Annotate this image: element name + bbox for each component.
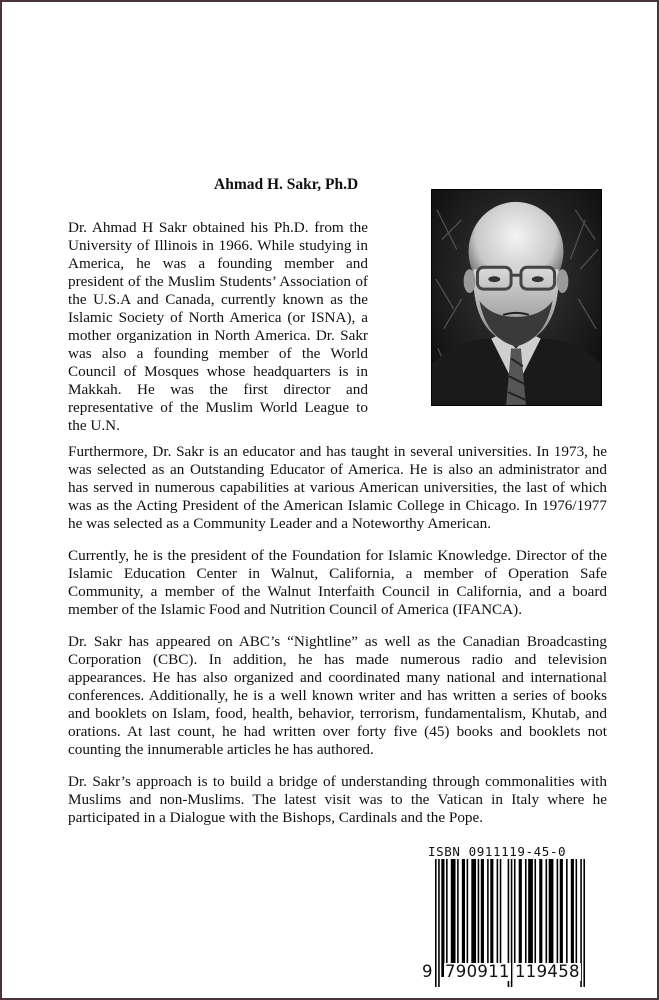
bio-paragraph-approach: Dr. Sakr’s approach is to build a bridge of understanding through commonalities with Muslims and non-Muslims. The latest visit was to the Vatican in Italy where he participated in a Dialogue with the Bishops, Cardinals and the Pope. [68,773,607,826]
isbn-label: ISBN 0911119-45-0 [428,844,567,859]
ean-left-digits: 790911 [445,962,510,981]
portrait-image-icon [432,190,601,405]
ean-right-digits: 119458 [515,962,580,981]
ean-first-digit: 9 [422,962,433,981]
bio-paragraph-media-writing: Dr. Sakr has appeared on ABC’s “Nightline” as well as the Canadian Broadcasting Corporation (CBC). In addition, he has made numerous radio and television appearances. He has also organized and coordinated many national and international conferences. Additionally, he is a well known writer and has written a series of books and booklets on Islam, food, health, behavior, terrorism, fundamentalism, Khutab, and orations. At last count, he had written over forty five (45) books and booklets not counting the innumerable articles he has authored. [68,633,607,758]
author-photo [431,189,602,406]
bio-paragraph-current-roles: Currently, he is the president of the Foundation for Islamic Knowledge. Director of the Islamic Education Center in Walnut, California, a member of Operation Safe Community, a member of the Walnut Interfaith Council in California, and a board member of the Islamic Food and Nutrition Council of America (IFANCA). [68,547,607,618]
bio-paragraph-educator: Furthermore, Dr. Sakr is an educator and has taught in several universities. In 1973, he was selected as an Outstanding Educator of America. He is also an administrator and has served in numerous capabilities at various American universities, the last of which was as the Acting President of the American Islamic College in Chicago. In 1976/1977 he was selected as a Community Leader and a Noteworthy American. [68,443,607,532]
bio-paragraph-education: Dr. Ahmad H Sakr obtained his Ph.D. from the University of Illinois in 1966. While studying in America, he was a founding member and president of the Muslim Students’ Association of the U.S.A and Canada, currently known as the Islamic Society of North America (or ISNA), a mother organization in North America. Dr. Sakr was also a founding member of the World Council of Mosques whose headquarters is in Makkah. He was the first director and representative of the Muslim World League to the U.N. [68,219,368,434]
author-name-heading: Ahmad H. Sakr, Ph.D [214,176,359,193]
isbn-barcode [422,844,592,989]
